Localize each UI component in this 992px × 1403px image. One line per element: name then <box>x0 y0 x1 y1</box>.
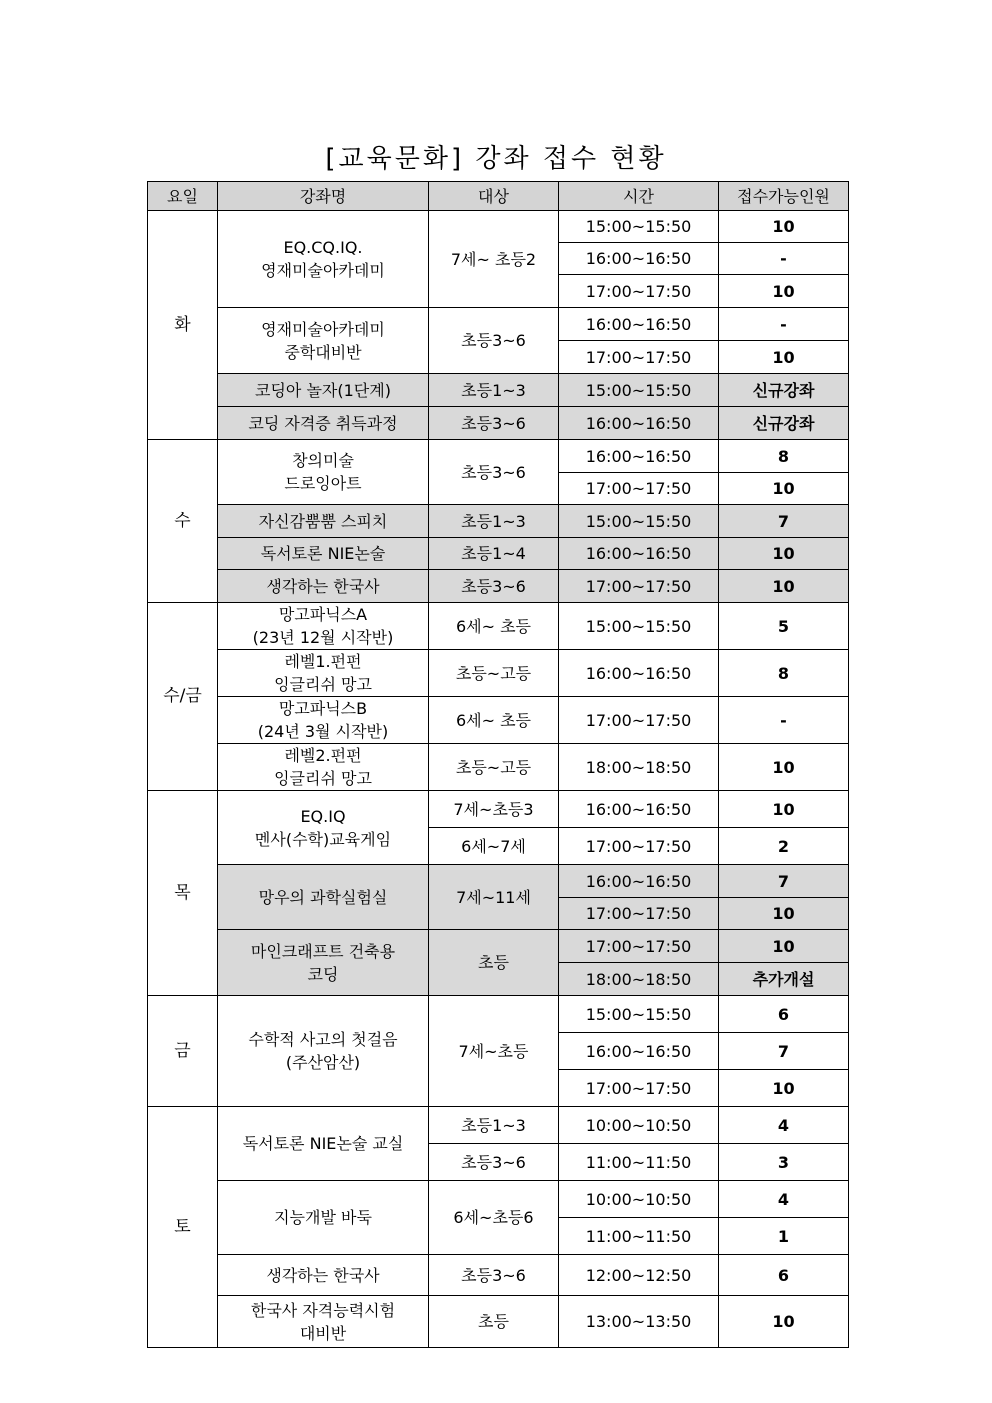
course-target: 초등 <box>429 1296 559 1348</box>
course-capacity: 10 <box>719 473 849 505</box>
course-name: 독서토론 NIE논술 <box>218 538 429 570</box>
table-row <box>148 374 849 407</box>
table-row <box>148 570 849 603</box>
header-day: 요일 <box>148 182 218 211</box>
course-target: 초등1~4 <box>429 538 559 570</box>
course-capacity: 10 <box>719 930 849 963</box>
course-time: 16:00~16:50 <box>559 243 719 275</box>
course-target: 초등1~3 <box>429 374 559 407</box>
course-name: 독서토론 NIE논술 교실 <box>218 1107 429 1181</box>
table-row <box>148 930 849 963</box>
course-name: 망고파닉스A (23년 12월 시작반) <box>218 603 429 650</box>
table-row <box>148 650 849 697</box>
course-name: 망우의 과학실험실 <box>218 865 429 930</box>
course-target: 7세~ 초등2 <box>429 211 559 308</box>
course-time: 17:00~17:50 <box>559 570 719 603</box>
course-capacity: 6 <box>719 1255 849 1296</box>
course-capacity: 10 <box>719 744 849 791</box>
course-time: 17:00~17:50 <box>559 275 719 308</box>
course-time: 17:00~17:50 <box>559 1070 719 1107</box>
course-target: 초등1~3 <box>429 505 559 538</box>
course-capacity: 10 <box>719 275 849 308</box>
table-row <box>148 744 849 791</box>
course-name: 영재미술아카데미 중학대비반 <box>218 308 429 374</box>
course-name: 지능개발 바둑 <box>218 1181 429 1255</box>
table-row <box>148 308 849 341</box>
course-target: 초등3~6 <box>429 570 559 603</box>
course-target: 초등3~6 <box>429 440 559 505</box>
course-capacity: 8 <box>719 650 849 697</box>
course-time: 16:00~16:50 <box>559 308 719 341</box>
header-course: 강좌명 <box>218 182 429 211</box>
course-capacity: 신규강좌 <box>719 407 849 440</box>
course-target: 7세~초등3 <box>429 791 559 828</box>
course-target: 초등3~6 <box>429 1255 559 1296</box>
course-target: 초등~고등 <box>429 744 559 791</box>
course-time: 16:00~16:50 <box>559 865 719 898</box>
course-target: 초등3~6 <box>429 1144 559 1181</box>
table-row <box>148 538 849 570</box>
course-capacity: 10 <box>719 1070 849 1107</box>
course-capacity: 4 <box>719 1181 849 1218</box>
course-time: 16:00~16:50 <box>559 407 719 440</box>
course-time: 17:00~17:50 <box>559 898 719 930</box>
table-row <box>148 1107 849 1144</box>
table-row <box>148 211 849 243</box>
course-capacity: 7 <box>719 1033 849 1070</box>
table-row <box>148 791 849 828</box>
course-name: 창의미술 드로잉아트 <box>218 440 429 505</box>
course-time: 16:00~16:50 <box>559 538 719 570</box>
table-row <box>148 603 849 650</box>
course-time: 16:00~16:50 <box>559 1033 719 1070</box>
course-capacity: 10 <box>719 341 849 374</box>
course-time: 10:00~10:50 <box>559 1181 719 1218</box>
table-row <box>148 1181 849 1218</box>
course-time: 13:00~13:50 <box>559 1296 719 1348</box>
course-time: 15:00~15:50 <box>559 603 719 650</box>
course-time: 10:00~10:50 <box>559 1107 719 1144</box>
course-name: 수학적 사고의 첫걸음 (주산암산) <box>218 996 429 1107</box>
course-capacity: 3 <box>719 1144 849 1181</box>
course-capacity: 1 <box>719 1218 849 1255</box>
course-capacity: 추가개설 <box>719 963 849 996</box>
course-capacity: 2 <box>719 828 849 865</box>
course-time: 12:00~12:50 <box>559 1255 719 1296</box>
course-time: 15:00~15:50 <box>559 211 719 243</box>
table-row <box>148 1255 849 1296</box>
course-target: 7세~11세 <box>429 865 559 930</box>
header-target: 대상 <box>429 182 559 211</box>
course-time: 11:00~11:50 <box>559 1218 719 1255</box>
course-time: 17:00~17:50 <box>559 828 719 865</box>
course-time: 17:00~17:50 <box>559 697 719 744</box>
course-capacity: 5 <box>719 603 849 650</box>
course-name: 마인크래프트 건축용 코딩 <box>218 930 429 996</box>
course-time: 15:00~15:50 <box>559 374 719 407</box>
course-target: 초등3~6 <box>429 407 559 440</box>
course-name: EQ.CQ.IQ. 영재미술아카데미 <box>218 211 429 308</box>
table-row <box>148 697 849 744</box>
course-name: 코딩아 놀자(1단계) <box>218 374 429 407</box>
course-name: 생각하는 한국사 <box>218 570 429 603</box>
day-cell: 수 <box>148 440 218 603</box>
course-capacity: 10 <box>719 211 849 243</box>
course-capacity: 8 <box>719 440 849 473</box>
course-capacity: 6 <box>719 996 849 1033</box>
course-target: 초등~고등 <box>429 650 559 697</box>
course-capacity: 7 <box>719 865 849 898</box>
course-time: 17:00~17:50 <box>559 341 719 374</box>
course-time: 15:00~15:50 <box>559 996 719 1033</box>
course-registration-table <box>147 181 849 1348</box>
course-capacity: 10 <box>719 898 849 930</box>
course-time: 18:00~18:50 <box>559 744 719 791</box>
day-cell: 금 <box>148 996 218 1107</box>
table-header-row <box>148 182 849 211</box>
page-title: [교육문화] 강좌 접수 현황 <box>325 144 667 174</box>
course-name: 망고파닉스B (24년 3월 시작반) <box>218 697 429 744</box>
course-target: 초등 <box>429 930 559 996</box>
day-cell: 토 <box>148 1107 218 1348</box>
course-target: 7세~초등 <box>429 996 559 1107</box>
table-row <box>148 440 849 473</box>
course-capacity: 10 <box>719 538 849 570</box>
course-capacity: - <box>719 697 849 744</box>
course-time: 16:00~16:50 <box>559 650 719 697</box>
table-row <box>148 407 849 440</box>
course-target: 초등3~6 <box>429 308 559 374</box>
table-row <box>148 996 849 1033</box>
course-capacity: 신규강좌 <box>719 374 849 407</box>
course-time: 18:00~18:50 <box>559 963 719 996</box>
day-cell: 수/금 <box>148 603 218 791</box>
course-name: 레벨1.펀펀 잉글리쉬 망고 <box>218 650 429 697</box>
course-capacity: 7 <box>719 505 849 538</box>
course-name: EQ.IQ 멘사(수학)교육게임 <box>218 791 429 865</box>
course-name: 자신감뿜뿜 스피치 <box>218 505 429 538</box>
header-time: 시간 <box>559 182 719 211</box>
course-time: 11:00~11:50 <box>559 1144 719 1181</box>
course-time: 17:00~17:50 <box>559 930 719 963</box>
table-row <box>148 505 849 538</box>
course-name: 레벨2.펀펀 잉글리쉬 망고 <box>218 744 429 791</box>
course-capacity: - <box>719 243 849 275</box>
course-capacity: 10 <box>719 1296 849 1348</box>
course-target: 6세~ 초등 <box>429 697 559 744</box>
course-capacity: - <box>719 308 849 341</box>
table-row <box>148 865 849 898</box>
course-target: 6세~7세 <box>429 828 559 865</box>
course-target: 6세~ 초등 <box>429 603 559 650</box>
course-capacity: 10 <box>719 570 849 603</box>
course-name: 코딩 자격증 취득과정 <box>218 407 429 440</box>
course-target: 6세~초등6 <box>429 1181 559 1255</box>
course-time: 15:00~15:50 <box>559 505 719 538</box>
course-capacity: 10 <box>719 791 849 828</box>
header-capacity: 접수가능인원 <box>719 182 849 211</box>
course-name: 한국사 자격능력시험 대비반 <box>218 1296 429 1348</box>
course-target: 초등1~3 <box>429 1107 559 1144</box>
course-time: 17:00~17:50 <box>559 473 719 505</box>
day-cell: 목 <box>148 791 218 996</box>
course-time: 16:00~16:50 <box>559 440 719 473</box>
course-time: 16:00~16:50 <box>559 791 719 828</box>
course-capacity: 4 <box>719 1107 849 1144</box>
table-row <box>148 1296 849 1348</box>
course-name: 생각하는 한국사 <box>218 1255 429 1296</box>
day-cell: 화 <box>148 211 218 440</box>
